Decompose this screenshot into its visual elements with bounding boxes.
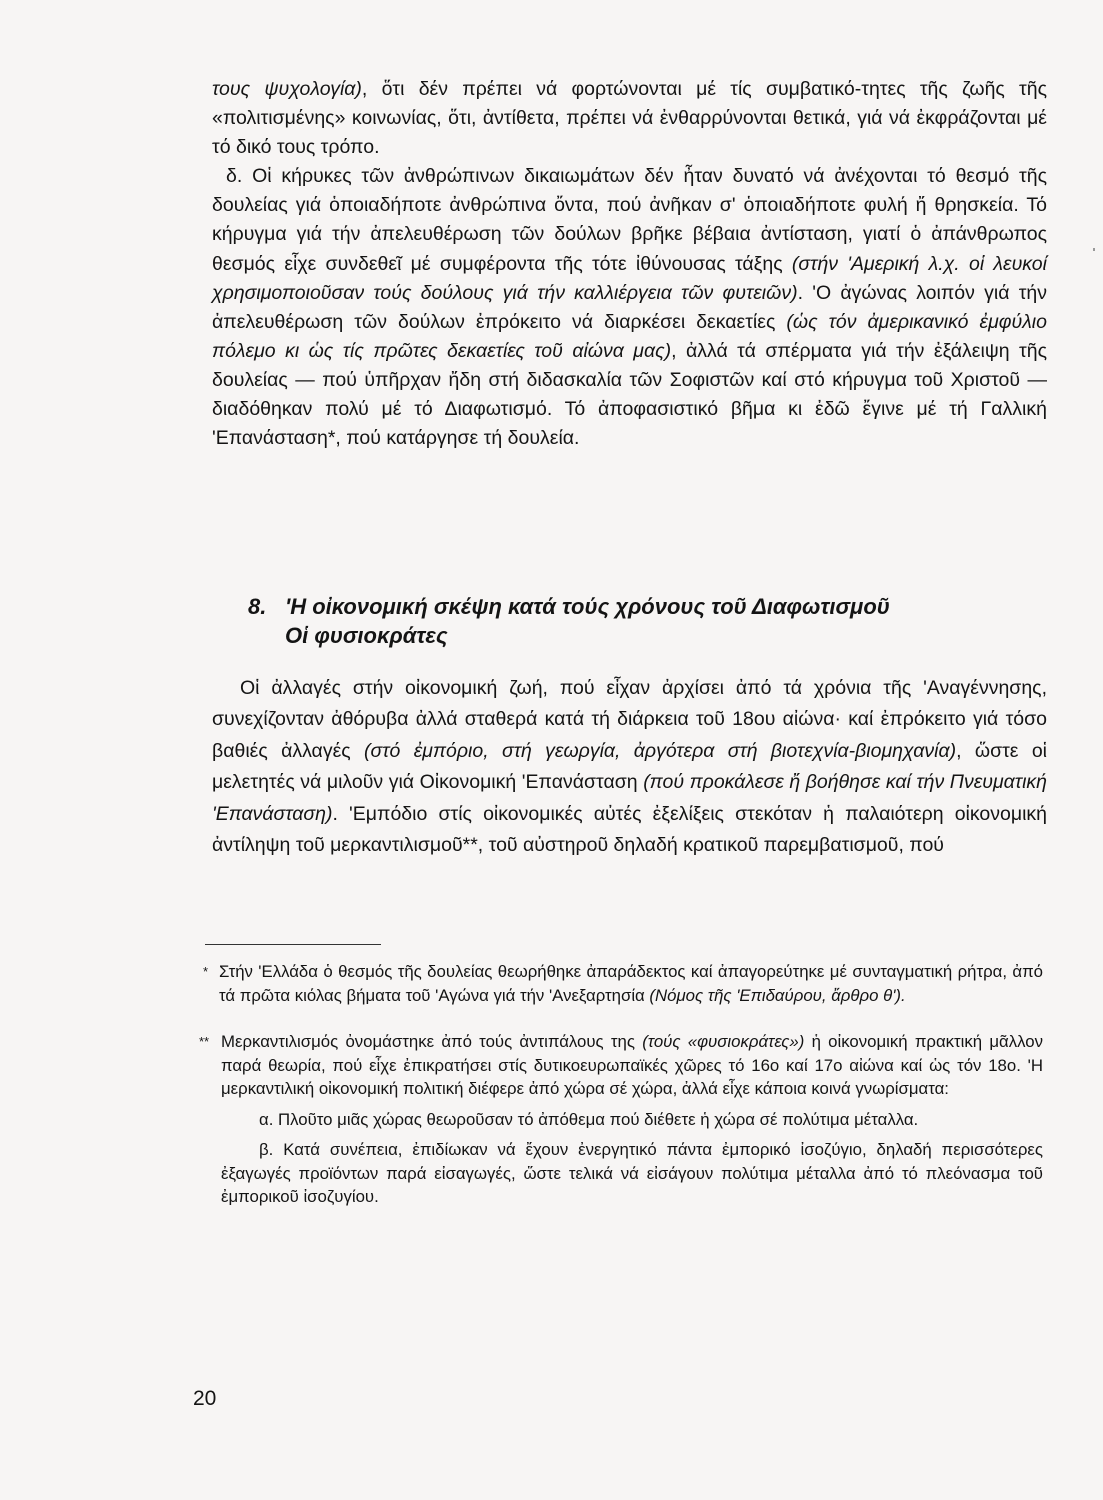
italic-fragment: (Νόμος τῆς 'Επιδαύρου, ἄρθρο θ'). bbox=[649, 985, 906, 1005]
italic-fragment: (τούς «φυσιοκράτες») bbox=[642, 1032, 805, 1051]
italic-fragment: τους ψυχολογία) bbox=[212, 78, 362, 100]
footnote-divider bbox=[205, 944, 381, 945]
text-fragment: , ἀλλά τά σπέρματα γιά τήν ἐξάλειψη τῆς δουλείας — πού ὑπῆρχαν ἤδη στή διδασκαλία τῶν Σοφιστῶν καί στό κήρυγμα τοῦ Χριστοῦ — διαδόθηκαν πολύ μέ τό Διαφωτισμό. Τό ἀποφασιστικό βῆμα κι ἐδῶ ἔγινε μέ τή Γαλλική 'Επανάσταση*, πού κατάργησε τή δουλεία. bbox=[212, 339, 1047, 450]
paragraph-2 bbox=[212, 162, 1047, 453]
section-subtitle: Οἱ φυσιοκράτες bbox=[285, 623, 448, 648]
italic-fragment: (στήν 'Αμερική λ.χ. οἱ λευκοί χρησιμοποιοῦσαν τούς δούλους γιά τήν καλλιέργεια τῶν φυτειῶν) bbox=[212, 252, 1047, 304]
text-fragment: Οἱ ἀλλαγές στήν οἰκονομική ζωή, πού εἶχαν ἀρχίσει ἀπό τά χρόνια τῆς 'Αναγέννησης, συνεχίζονταν ἀθόρυβα ἀλλά σταθερά κατά τή διάρκεια τοῦ 18ου αἰώνα· καί ἐπρόκειτο γιά τόσο βαθιές ἀλλαγές bbox=[212, 677, 1047, 762]
scan-speck bbox=[1093, 248, 1095, 251]
body-text bbox=[212, 75, 1047, 453]
italic-fragment: (πού προκάλεσε ἤ βοήθησε καί τήν Πνευματική 'Επανάσταση) bbox=[212, 771, 1047, 825]
footnotes bbox=[199, 960, 1043, 1232]
text-fragment: , ὅτι δέν πρέπει νά φορτώνονται μέ τίς συμβατικό-τητες τῆς ζωῆς τῆς «πολιτισμένης» κοινωνίας, ὅτι, ἀντίθετα, πρέπει νά ἐνθαρρύνονται θετικά, γιά νά ἐκφράζονται μέ τό δικό τους τρόπο. bbox=[212, 78, 1048, 159]
section-heading bbox=[248, 592, 1048, 650]
footnote-item-b: β. Κατά συνέπεια, ἐπιδίωκαν νά ἔχουν ἐνεργητικό πάντα ἐμπορικό ἰσοζύγιο, δηλαδή περισσότερες ἐξαγωγές προϊόντων παρά εἰσαγωγές, ὥστε τελικά νά εἰσάγουν πολύτιμα μέταλλα ἀπό τό πλεόνασμα τοῦ ἐμπορικοῦ ἰσοζυγίου. bbox=[221, 1140, 1043, 1206]
paragraph-1 bbox=[212, 75, 1047, 162]
footnote-marker: * bbox=[203, 964, 209, 979]
section-body bbox=[212, 673, 1047, 861]
italic-fragment: (στό ἐμπόριο, στή γεωργία, ἀργότερα στή βιοτεχνία-βιομηχανία) bbox=[364, 739, 957, 762]
text-fragment: Μερκαντιλισμός ὀνομάστηκε ἀπό τούς ἀντιπάλους της bbox=[221, 1032, 643, 1051]
page-number: 20 bbox=[193, 1387, 217, 1410]
text-fragment: . 'Ο ἀγώνας λοιπόν γιά τήν ἀπελευθέρωση τῶν δούλων ἐπρόκειτο νά διαρκέσει δεκαετίες bbox=[212, 281, 1047, 333]
section-title: 'Η οἰκονομική σκέψη κατά τούς χρόνους τοῦ Διαφωτισμοῦ bbox=[285, 594, 890, 619]
text-fragment: , ὥστε οἱ μελετητές νά μιλοῦν γιά Οἰκονομική 'Επανάσταση bbox=[212, 739, 1048, 794]
text-fragment: ἡ οἰκονομική πρακτική μᾶλλον παρά θεωρία, πού εἶχε ἐπικρατήσει στίς δυτικοευρωπαϊκές χῶρες τό 16ο καί 17ο αἰώνα καί ὡς τόν 18ο. 'Η μερκαντιλική οἰκονομική πολιτική διέφερε ἀπό χώρα σέ χώρα, ἀλλά εἶχε κάποια κοινά γνωρίσματα: bbox=[221, 1032, 1043, 1098]
footnote-2 bbox=[199, 1030, 1043, 1209]
section-number: 8. bbox=[248, 594, 267, 619]
footnote-1 bbox=[205, 960, 1043, 1007]
text-fragment: δ. Οἱ κήρυκες τῶν ἀνθρώπινων δικαιωμάτων δέν ἦταν δυνατό νά ἀνέχονται τό θεσμό τῆς δουλείας γιά ὁποιαδήποτε ἀνθρώπινα ὄντα, πού ἀνῆκαν σ' ὁποιαδήποτε φυλή ἤ θρησκεία. Τό κήρυγμα γιά τήν ἀπελευθέρωση τῶν δούλων βρῆκε βέβαια ἀντίσταση, γιατί ὁ ἀπάνθρωπος θεσμός εἶχε συνδεθεῖ μέ συμφέροντα τῆς τότε ἰθύνουσας τάξης bbox=[212, 165, 1047, 275]
footnote-marker: ** bbox=[199, 1034, 210, 1049]
italic-fragment: (ὡς τόν ἀμερικανικό ἐμφύλιο πόλεμο κι ὡς τίς πρῶτες δεκαετίες τοῦ αἰώνα μας) bbox=[212, 310, 1047, 362]
text-fragment: Στήν 'Ελλάδα ὁ θεσμός τῆς δουλείας θεωρήθηκε ἀπαράδεκτος καί ἀπαγορεύτηκε μέ συνταγματική ρήτρα, ἀπό τά πρῶτα κιόλας βήματα τοῦ 'Αγώνα γιά τήν 'Ανεξαρτησία bbox=[219, 962, 1043, 1005]
paragraph-3 bbox=[212, 673, 1047, 861]
footnote-item-a: α. Πλοῦτο μιᾶς χώρας θεωροῦσαν τό ἀπόθεμα πού διέθετε ἡ χώρα σέ πολύτιμα μέταλλα. bbox=[259, 1109, 919, 1129]
text-fragment: . 'Εμπόδιο στίς οἰκονομικές αὐτές ἐξελίξεις στεκόταν ἡ παλαιότερη οἰκονομική ἀντίληψη τοῦ μερκαντιλισμοῦ**, τοῦ αὐστηροῦ δηλαδή κρατικοῦ παρεμβατισμοῦ, πού bbox=[212, 802, 1047, 857]
